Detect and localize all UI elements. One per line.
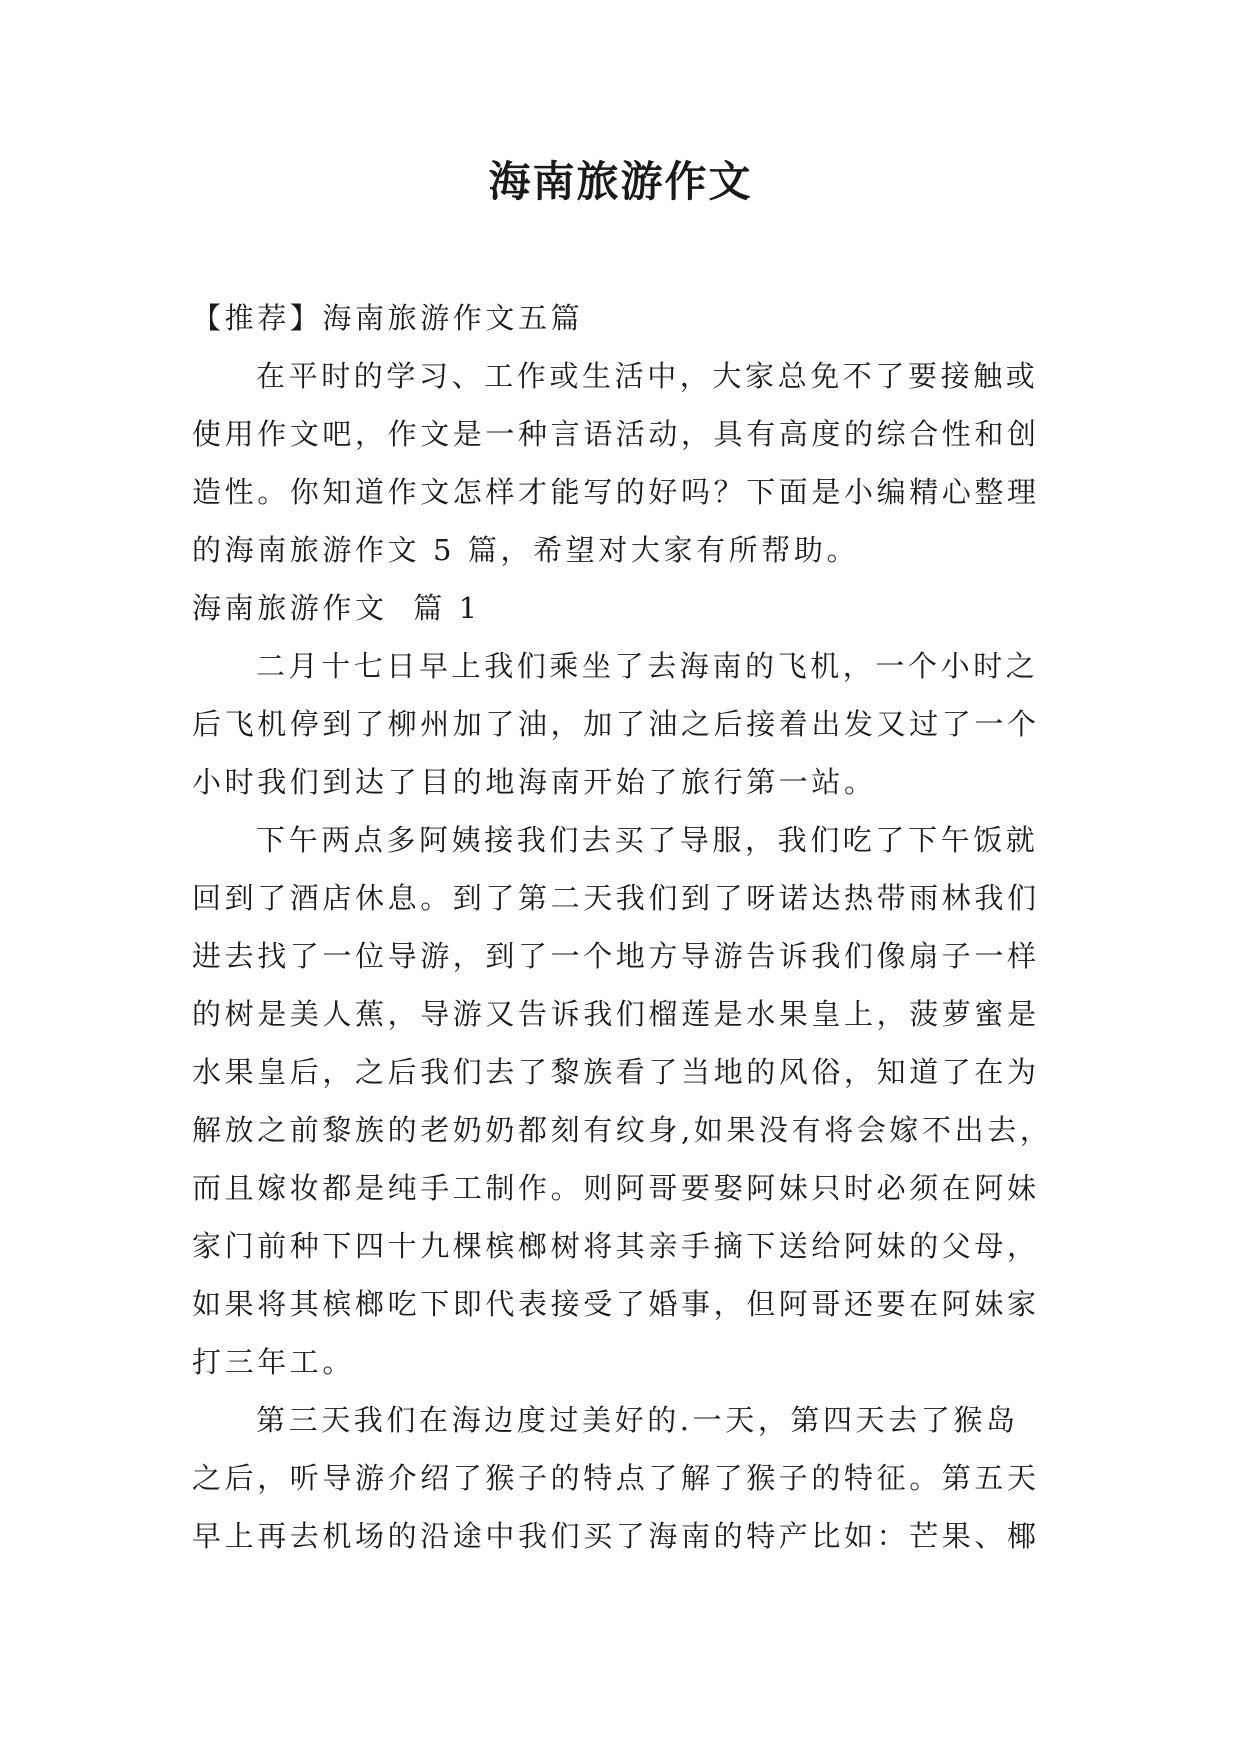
paragraph-3-line-2: 之后，听导游介绍了猴子的特点了解了猴子的特征。第五天 (192, 1461, 1040, 1495)
intro-paragraph-line-4: 的海南旅游作文 5 篇，希望对大家有所帮助。 (192, 533, 860, 567)
intro-paragraph-line-3: 造性。你知道作文怎样才能写的好吗？下面是小编精心整理 (192, 475, 1040, 509)
document-title: 海南旅游作文 (488, 157, 753, 206)
paragraph-1-line-1: 二月十七日早上我们乘坐了去海南的飞机，一个小时之 (256, 649, 1039, 683)
paragraph-1-line-3: 小时我们到达了目的地海南开始了旅行第一站。 (192, 765, 877, 799)
paragraph-2-line-10: 打三年工。 (192, 1345, 356, 1379)
paragraph-2-line-8: 家门前种下四十九棵槟榔树将其亲手摘下送给阿妹的父母， (192, 1229, 1040, 1263)
paragraph-2-line-4: 的树是美人蕉，导游又告诉我们榴莲是水果皇上，菠萝蜜是 (192, 997, 1040, 1031)
paragraph-2-line-9: 如果将其槟榔吃下即代表接受了婚事，但阿哥还要在阿妹家 (192, 1287, 1040, 1321)
paragraph-2-line-2: 回到了酒店休息。到了第二天我们到了呀诺达热带雨林我们 (192, 881, 1040, 915)
paragraph-3-line-1: 第三天我们在海边度过美好的.一天，第四天去了猴岛 (256, 1403, 1019, 1437)
paragraph-1-line-2: 后飞机停到了柳州加了油，加了油之后接着出发又过了一个 (192, 707, 1040, 741)
paragraph-2-line-7: 而且嫁妆都是纯手工制作。则阿哥要娶阿妹只时必须在阿妹 (192, 1171, 1040, 1205)
intro-paragraph-line-1: 在平时的学习、工作或生活中，大家总免不了要接触或 (256, 359, 1039, 393)
section-heading-1: 海南旅游作文 篇 1 (192, 591, 481, 625)
paragraph-2-line-6: 解放之前黎族的老奶奶都刻有纹身,如果没有将会嫁不出去， (192, 1113, 1053, 1147)
paragraph-3-line-3: 早上再去机场的沿途中我们买了海南的特产比如：芒果、椰 (192, 1519, 1040, 1553)
paragraph-2-line-5: 水果皇后，之后我们去了黎族看了当地的风俗，知道了在为 (192, 1055, 1040, 1089)
intro-paragraph-line-2: 使用作文吧，作文是一种言语活动，具有高度的综合性和创 (192, 417, 1040, 451)
paragraph-2-line-1: 下午两点多阿姨接我们去买了导服，我们吃了下午饭就 (256, 823, 1039, 857)
document-body (192, 289, 1062, 1565)
paragraph-2-line-3: 进去找了一位导游，到了一个地方导游告诉我们像扇子一样 (192, 939, 1040, 973)
subtitle-line: 【推荐】海南旅游作文五篇 (192, 301, 584, 335)
